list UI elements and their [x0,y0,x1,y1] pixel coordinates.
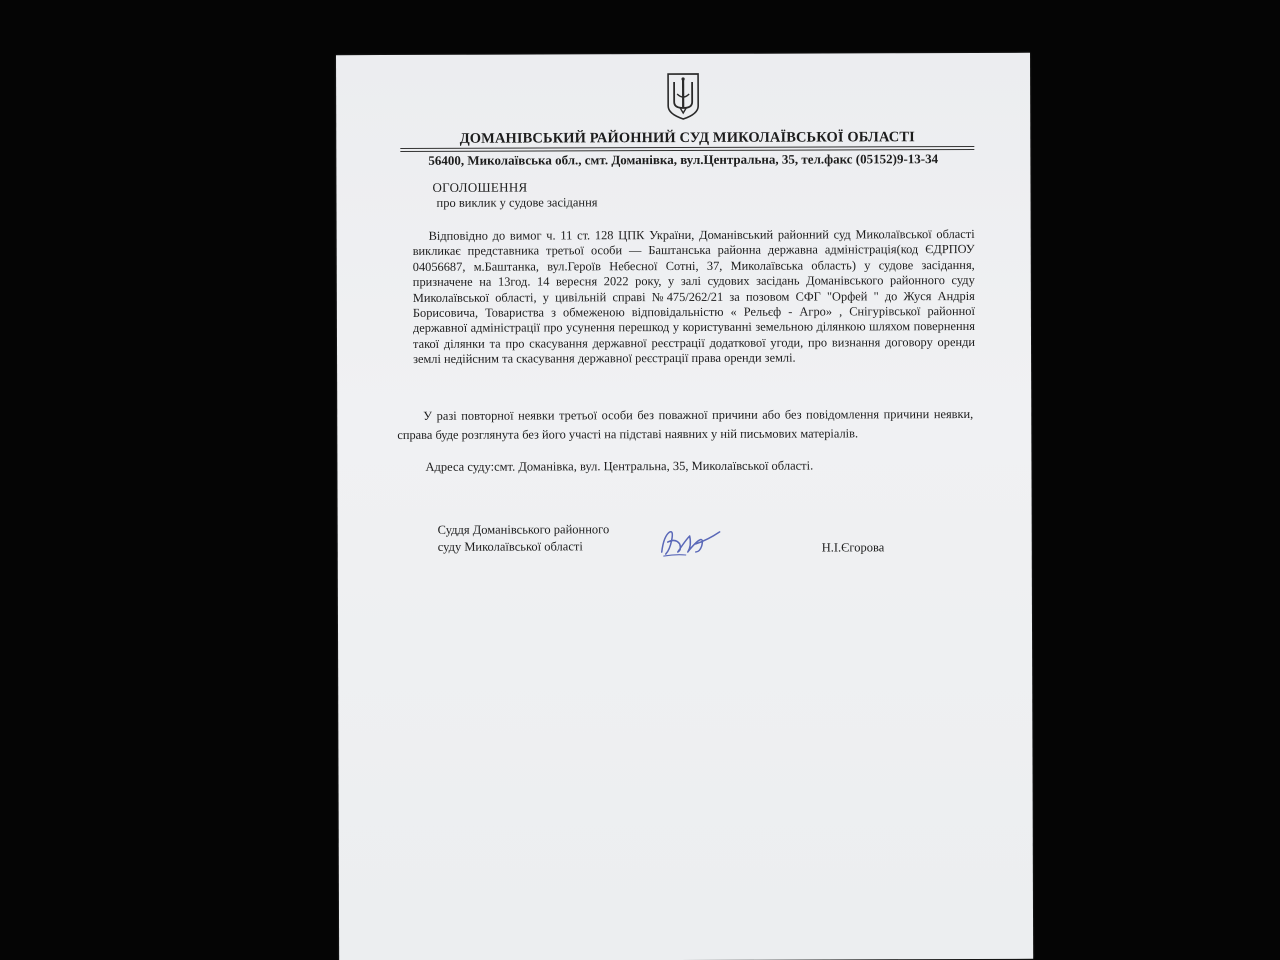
notice-title: ОГОЛОШЕННЯ [432,179,528,195]
judge-title-line1: Суддя Доманівського районного [437,522,610,537]
court-address-line: Адреса суду:смт. Доманівка, вул. Центральна, 35, Миколаївської області. [425,458,814,474]
notice-subtitle: про виклик у судове засідання [436,195,598,210]
court-name: ДОМАНІВСЬКИЙ РАЙОННИЙ СУД МИКОЛАЇВСЬКОЇ ОБЛАСТІ [459,129,915,147]
judge-name: Н.І.Єгорова [821,540,885,555]
judge-title-line2: суду Миколаївської області [437,539,583,554]
trident-icon [666,72,700,120]
handwritten-signature-icon [656,522,726,562]
document-page [336,53,1033,960]
summons-paragraph: Відповідно до вимог ч. 11 ст. 128 ЦПК України, Доманівський районний суд Миколаївської області викликає представника третьої особи — Баштанська районна державна адміністрація(код ЄДРПОУ 04056687, м.Баштанка, вул.Героїв Небесної Сотні, 37, Миколаївська область) у судове засідання, призначене на 13год. 14 вересня 2022 року, у залі судових засідань Доманівського районного суду Миколаївської області, у цивільній справі №475/262/21 за позовом СФГ "Орфей " до Жуся Андрія Борисовича, Товариства з обмеженою відповідальністю « Рельєф - Агро» , Снігурівської районної державної адміністрації про усунення перешкод у користуванні земельною ділянкою шляхом повернення такої ділянки та про скасування державної реєстрації додаткової угоди, про визнання договору оренди землі недійсним та скасування державної реєстрації права оренди землі. [412,226,976,367]
court-contact-address: 56400, Миколаївська обл., смт. Доманівка, вул.Центральна, 35, тел.факс (05152)9-13-34 [428,151,939,168]
non-appearance-paragraph: У разі повторної неявки третьої особи без поважної причини або без повідомлення причини неявки, справа буде розглянута без його участі на підставі наявних у ній письмових матеріалів. [397,406,974,442]
